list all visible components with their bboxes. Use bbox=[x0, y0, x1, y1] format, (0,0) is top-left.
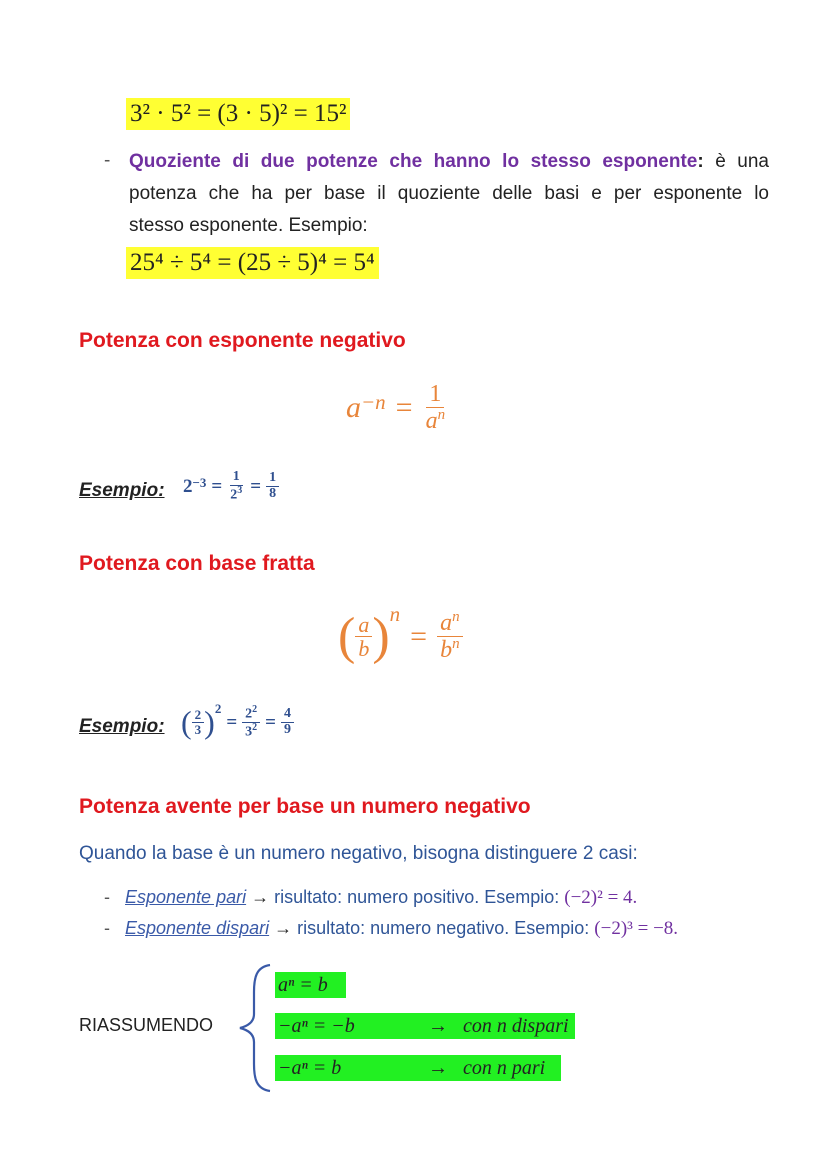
quotient-paragraph: Quoziente di due potenze che hanno lo stesso esponente: è una potenza che ha per base il quoziente delle basi e per esponente lo stesso esponente. Esempio: bbox=[129, 151, 769, 236]
negative-base-cases bbox=[104, 882, 678, 944]
summary-row-2: −aⁿ = −b → con n dispari bbox=[275, 1013, 575, 1039]
example-label-negative: Esempio: bbox=[79, 480, 165, 501]
negative-base-intro: Quando la base è un numero negativo, bisogna distinguere 2 casi: bbox=[79, 843, 638, 864]
link-esponente-dispari[interactable]: Esponente dispari bbox=[125, 918, 270, 938]
bullet-dash: - bbox=[104, 150, 111, 171]
quotient-example: 25⁴ ÷ 5⁴ = (25 ÷ 5)⁴ = 5⁴ bbox=[126, 247, 379, 279]
formula-negative-exponent: a $^{-n}$ = $\frac{1}{a^n}$ bbox=[346, 381, 446, 435]
summary-row-1: aⁿ = b bbox=[275, 972, 346, 998]
summary-row-3: −aⁿ = b → con n pari bbox=[275, 1055, 561, 1081]
heading-negative-exponent: Potenza con esponente negativo bbox=[79, 329, 406, 352]
case-item: - Esponente pari → risultato: numero positivo. Esempio: (−2)² = 4. bbox=[104, 887, 638, 908]
product-example: 3² · 5² = (3 · 5)² = 15² bbox=[126, 98, 350, 130]
case-item: - Esponente dispari → risultato: numero negativo. Esempio: (−2)³ = −8. bbox=[104, 918, 679, 939]
link-esponente-pari[interactable]: Esponente pari bbox=[125, 887, 247, 907]
heading-fraction-base: Potenza con base fratta bbox=[79, 552, 315, 575]
curly-brace-icon bbox=[236, 962, 276, 1094]
heading-negative-base: Potenza avente per base un numero negativo bbox=[79, 795, 531, 818]
formula-fraction-base: ( $\frac{a}{b}$ ) $^n$ = $\frac{a^n}{b^n}$ bbox=[338, 607, 463, 666]
quotient-title: Quoziente di due potenze che hanno lo stesso esponente bbox=[129, 151, 698, 172]
summary-label: RIASSUMENDO bbox=[79, 1015, 214, 1035]
example-negative-exponent: 2 $^{-3}$ = $\frac{1}{2^3}$ = $\frac{1}{8}$ bbox=[183, 470, 279, 503]
example-fraction-base: ( $\frac{2}{3}$ ) $^2$ = $\frac{2^2}{3^2}$ = $\frac{4}{9}$ bbox=[181, 704, 294, 741]
example-label-fraction: Esempio: bbox=[79, 716, 165, 737]
